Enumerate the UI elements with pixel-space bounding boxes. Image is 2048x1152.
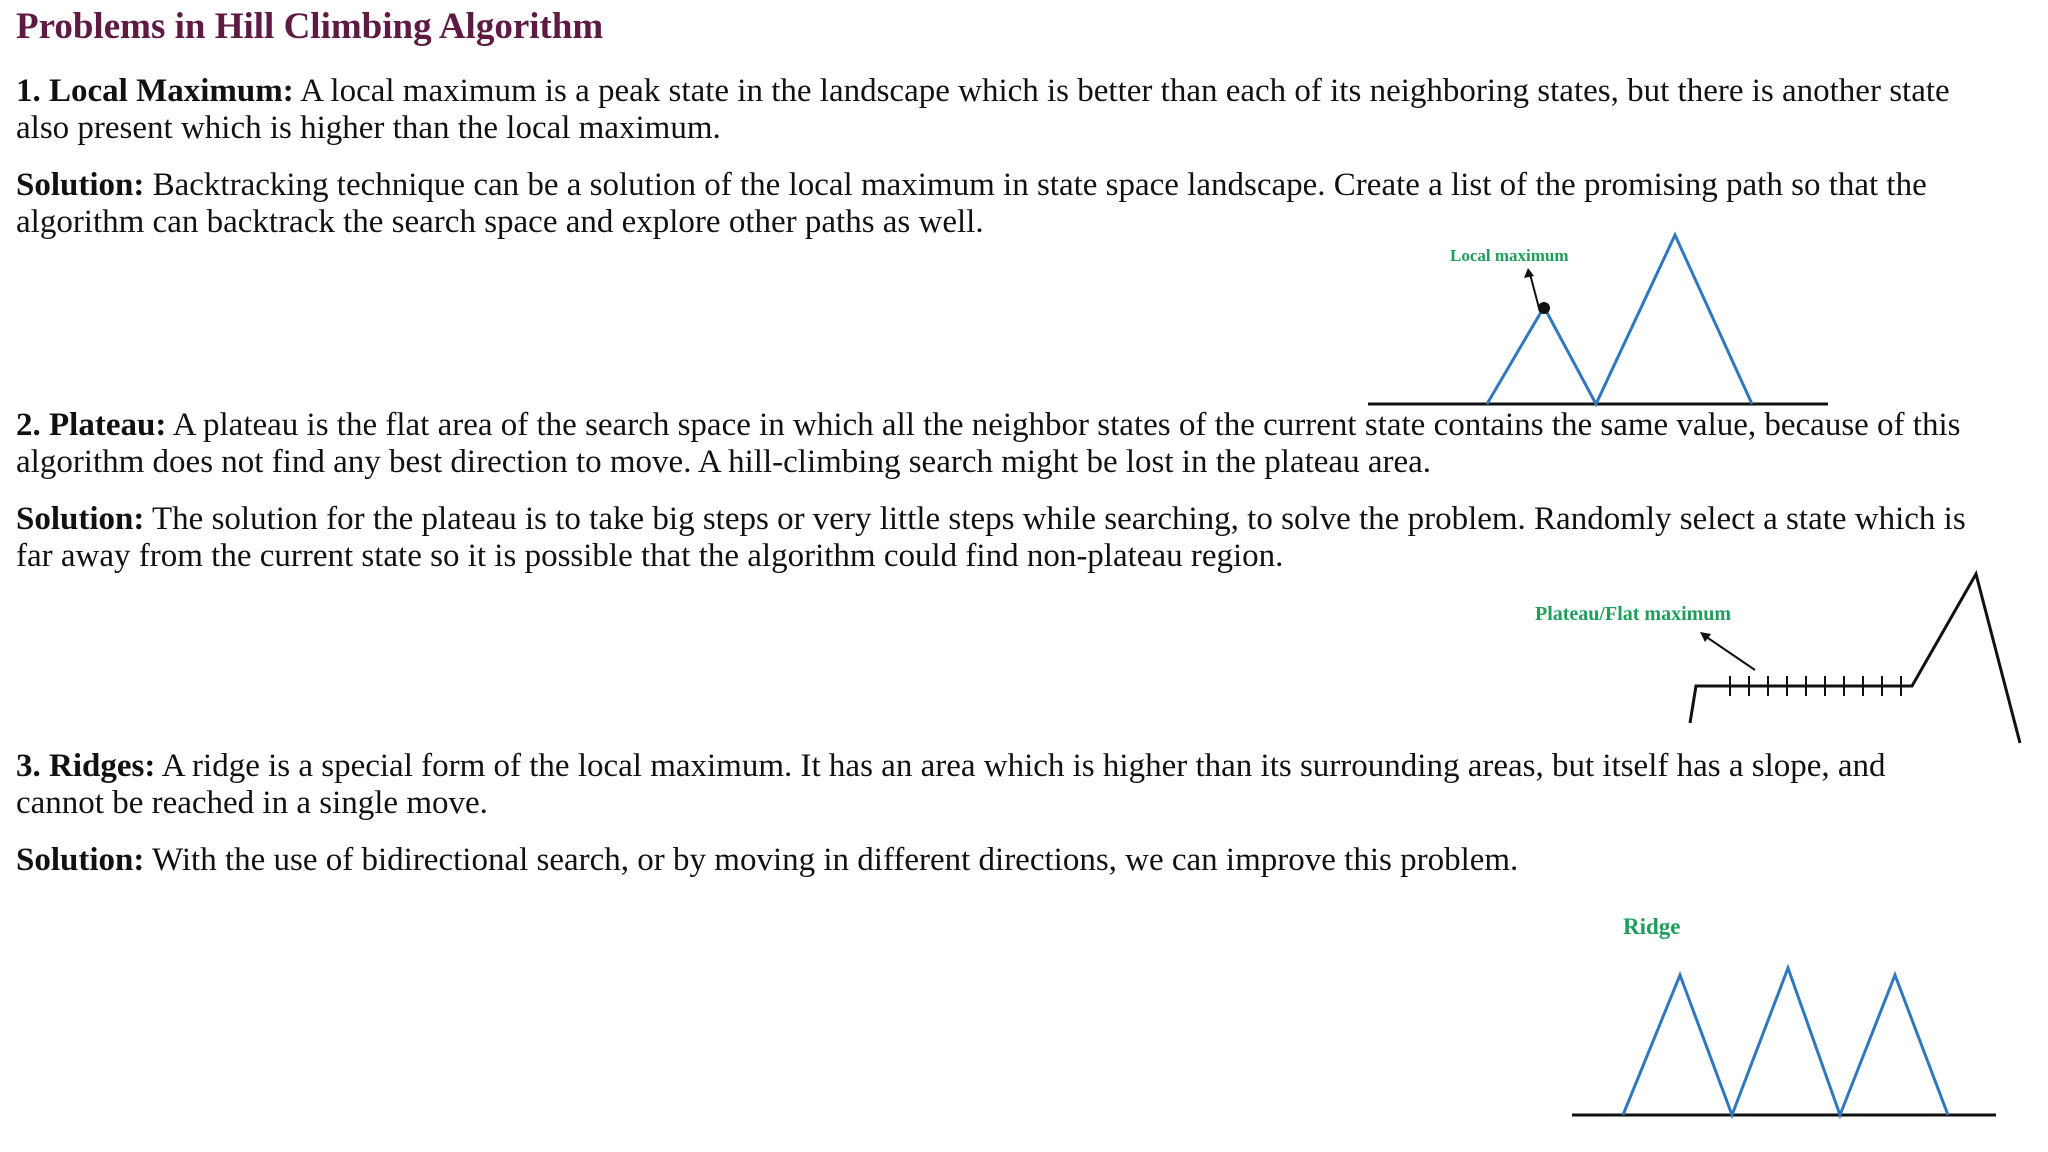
ridges-description	[16, 748, 2041, 822]
plateau-text-line1: A plateau is the flat area of the search space in which all the neighbor states of the current state contains the same value, because of this	[166, 407, 1961, 443]
plateau-pointer-arrow	[1705, 636, 1755, 670]
local-maximum-text-line1: A local maximum is a peak state in the landscape which is better than each of its neighboring states, but there is another state	[293, 73, 1950, 109]
local-maximum-text-line2: also present which is higher than the local maximum.	[16, 110, 721, 146]
ridges-solution-label: Solution:	[16, 842, 145, 878]
ridges-text-line1: A ridge is a special form of the local maximum. It has an area which is higher than its surrounding areas, but itself has a slope, and	[155, 748, 1886, 784]
ridge-figure	[1560, 905, 2010, 1125]
local-maximum-heading: 1. Local Maximum:	[16, 73, 294, 109]
local-maximum-solution-line2: algorithm can backtrack the search space and explore other paths as well.	[16, 204, 984, 240]
plateau-figure	[1520, 568, 2040, 753]
local-maximum-solution-label: Solution:	[16, 167, 145, 203]
local-maximum-point	[1538, 302, 1550, 314]
plateau-solution-label: Solution:	[16, 501, 145, 537]
plateau-description	[16, 407, 2041, 481]
ridges-heading: 3. Ridges:	[16, 748, 156, 784]
ridges-solution-line1: With the use of bidirectional search, or by moving in different directions, we can improve this problem.	[144, 842, 1519, 878]
local-maximum-description	[16, 73, 2041, 147]
ridge-landscape-line	[1623, 968, 1948, 1115]
plateau-solution-line2: far away from the current state so it is possible that the algorithm could find non-plateau region.	[16, 538, 1284, 574]
ridges-solution	[16, 842, 2041, 879]
ridge-figure-label: Ridge	[1623, 914, 1681, 939]
local-maximum-pointer-arrow	[1530, 274, 1539, 308]
plateau-arrowhead	[1700, 632, 1711, 642]
ridges-text-line2: cannot be reached in a single move.	[16, 785, 488, 821]
local-maximum-figure-label: Local maximum	[1450, 246, 1569, 265]
plateau-solution-line1: The solution for the plateau is to take big steps or very little steps while searching, to solve the problem. Randomly select a state which is	[144, 501, 1966, 537]
plateau-heading: 2. Plateau:	[16, 407, 167, 443]
local-maximum-solution-line1: Backtracking technique can be a solution of the local maximum in state space landscape. Create a list of the promising path so that the	[144, 167, 1927, 203]
plateau-solution	[16, 501, 2041, 575]
local-maximum-arrowhead	[1524, 268, 1534, 278]
page-title: Problems in Hill Climbing Algorithm	[16, 6, 604, 47]
local-maximum-figure	[1360, 228, 1840, 413]
plateau-figure-label: Plateau/Flat maximum	[1535, 603, 1732, 625]
plateau-text-line2: algorithm does not find any best direction to move. A hill-climbing search might be lost in the plateau area.	[16, 444, 1432, 480]
